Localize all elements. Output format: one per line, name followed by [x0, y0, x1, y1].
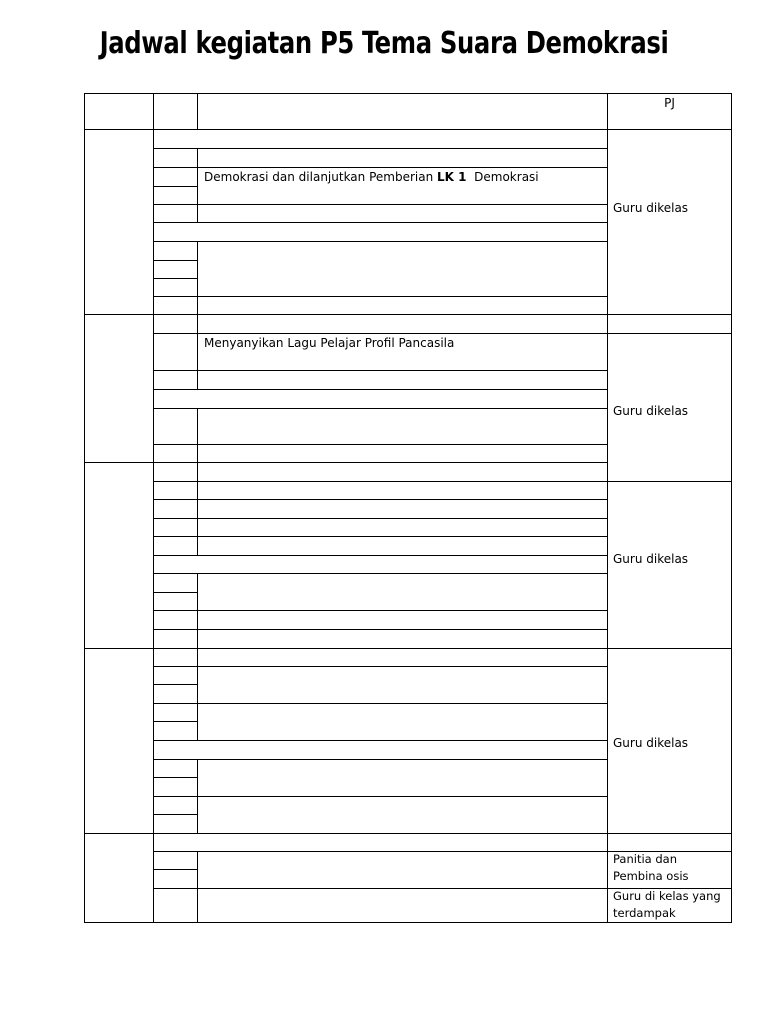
header-day-cell: [84, 93, 154, 130]
time-cell: [153, 408, 198, 445]
time-cell: [153, 573, 198, 593]
activity-text-2: Menyanyikan Lagu Pelajar Profil Pancasila: [204, 336, 455, 350]
time-cell: [153, 186, 198, 205]
activity-cell: [197, 462, 608, 482]
page-title: Jadwal kegiatan P5 Tema Suara Demokrasi: [99, 26, 669, 61]
day-cell-1: [84, 129, 154, 315]
time-cell: [153, 462, 198, 482]
activity-cell: [197, 499, 608, 519]
pj-text-day-4: Guru dikelas: [613, 736, 689, 750]
time-cell: [153, 721, 198, 741]
time-cell: [153, 499, 198, 519]
time-cell: [153, 684, 198, 704]
activity-cell: [197, 408, 608, 445]
time-cell: [153, 759, 198, 778]
merged-row-cell: [153, 222, 608, 242]
time-cell: [153, 296, 198, 315]
activity-cell: [197, 148, 608, 168]
day-cell-4: [84, 648, 154, 834]
header-activity-cell: [197, 93, 608, 130]
time-cell: [153, 260, 198, 279]
activity-cell: [197, 629, 608, 649]
time-cell: [153, 666, 198, 685]
time-cell: [153, 481, 198, 500]
pj-cell-2a: [607, 314, 732, 334]
merged-row-cell: [153, 833, 608, 852]
time-cell: [153, 444, 198, 463]
activity-text-1-prefix: Demokrasi dan dilanjutkan Pemberian: [204, 170, 434, 184]
time-cell: [153, 610, 198, 630]
activity-cell: [197, 888, 608, 923]
time-cell: [153, 814, 198, 834]
time-cell: [153, 518, 198, 537]
activity-cell: [197, 796, 608, 834]
activity-cell: [197, 314, 608, 334]
activity-cell: [197, 648, 608, 667]
time-cell: [153, 796, 198, 815]
activity-cell: [197, 241, 608, 297]
activity-cell: [197, 370, 608, 390]
pj-text-day-5-b: Guru di kelas yang terdampak: [613, 889, 721, 920]
time-cell: [153, 167, 198, 187]
time-cell: [153, 592, 198, 611]
time-cell: [153, 536, 198, 556]
pj-text-day-3: Guru dikelas: [613, 552, 689, 566]
time-cell: [153, 204, 198, 223]
activity-text-1: [204, 168, 539, 186]
time-cell: [153, 703, 198, 722]
pj-text-day-5-a: Panitia dan Pembina osis: [613, 852, 689, 883]
activity-cell: [197, 703, 608, 741]
time-cell: [153, 278, 198, 297]
time-cell: [153, 869, 198, 889]
time-cell: [153, 148, 198, 168]
merged-row-cell: [153, 129, 608, 149]
activity-cell: [197, 610, 608, 630]
activity-cell: [197, 536, 608, 556]
pj-cell-1: [607, 129, 732, 315]
day-cell-5: [84, 833, 154, 923]
pj-text-day-1: Guru dikelas: [613, 201, 689, 215]
header-time-cell: [153, 93, 198, 130]
activity-cell: [197, 444, 608, 463]
activity-cell: [197, 851, 608, 889]
activity-cell: [197, 759, 608, 797]
time-cell: [153, 314, 198, 334]
merged-row-cell: [153, 555, 608, 574]
time-cell: [153, 777, 198, 797]
time-cell: [153, 333, 198, 371]
pj-text-day-2: Guru dikelas: [613, 404, 689, 418]
time-cell: [153, 648, 198, 667]
time-cell: [153, 851, 198, 870]
pj-header-label: PJ: [664, 96, 675, 110]
activity-text-1-bold: LK 1: [437, 170, 467, 184]
time-cell: [153, 241, 198, 261]
activity-cell: [197, 204, 608, 223]
time-cell: [153, 370, 198, 390]
activity-cell: [197, 666, 608, 704]
merged-row-cell: [153, 740, 608, 760]
time-cell: [153, 629, 198, 649]
activity-cell: [197, 481, 608, 500]
activity-cell: [197, 573, 608, 611]
pj-cell-5a: [607, 833, 732, 852]
day-cell-3: [84, 462, 154, 649]
activity-cell: [197, 296, 608, 315]
time-cell: [153, 888, 198, 923]
merged-row-cell: [153, 389, 608, 409]
activity-text-1-suffix: Demokrasi: [474, 170, 539, 184]
day-cell-2: [84, 314, 154, 463]
activity-cell: [197, 518, 608, 537]
